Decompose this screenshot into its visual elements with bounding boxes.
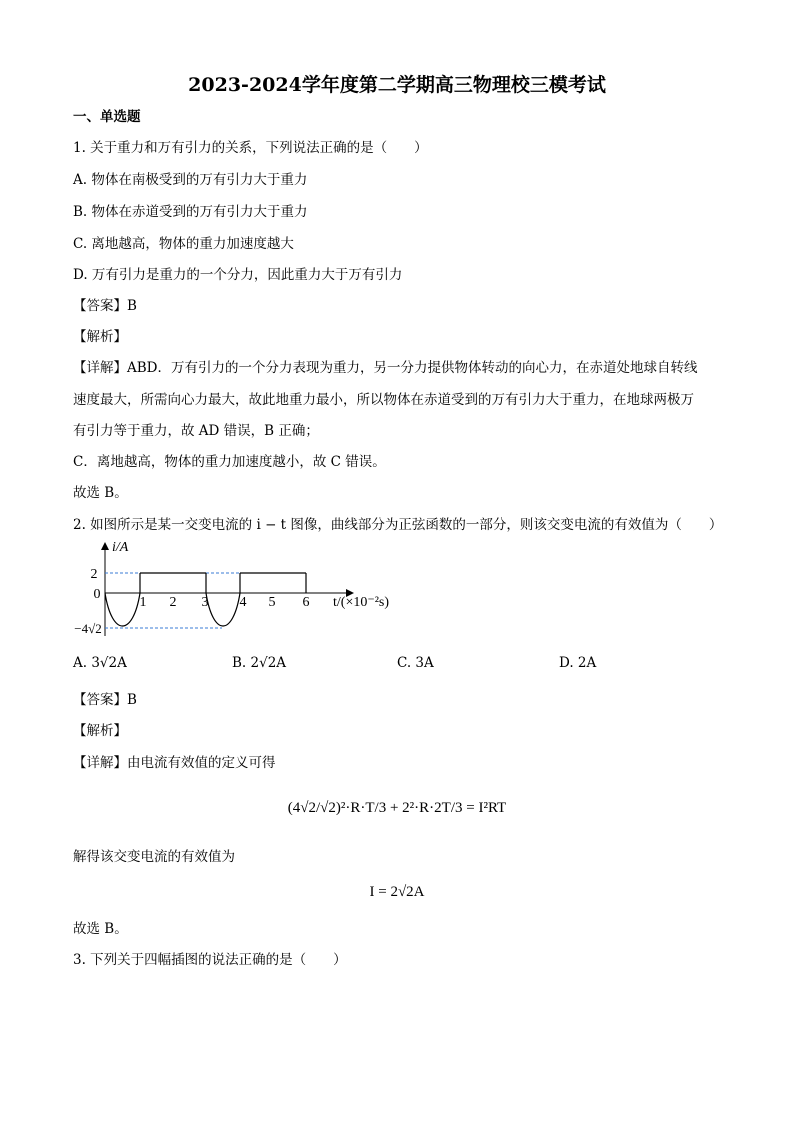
current-time-graph <box>70 538 410 638</box>
q1-stem: 1. 关于重力和万有引力的关系，下列说法正确的是（ ） <box>73 140 428 156</box>
q2-option-a: A. 3√2A <box>73 655 127 671</box>
q1-detail-4: C．离地越高，物体的重力加速度越小，故 C 错误。 <box>73 454 386 470</box>
q1-detail-2: 速度最大，所需向心力最大，故此地重力最小，所以物体在赤道受到的万有引力大于重力，在地球两极万 <box>73 392 694 408</box>
x-axis-label: t/(×10⁻²s) <box>333 595 390 610</box>
section-heading: 一、单选题 <box>73 109 141 125</box>
page-title: 2023-2024学年度第二学期高三物理校三模考试 <box>188 74 606 96</box>
x-tick-2: 2 <box>169 595 177 610</box>
q2-formula-2: I = 2√2A <box>369 884 425 900</box>
q2-option-d: D. 2A <box>559 655 597 671</box>
x-tick-6: 6 <box>302 595 310 610</box>
y-axis-label: i/A <box>112 540 129 555</box>
q2-detail-intro: 【详解】由电流有效值的定义可得 <box>73 755 276 771</box>
q2-answer: 【答案】B <box>73 692 137 708</box>
q1-analysis: 【解析】 <box>73 329 127 345</box>
q2-option-c: C. 3A <box>397 655 434 671</box>
q2-analysis: 【解析】 <box>73 723 127 739</box>
q2-option-b: B. 2√2A <box>232 655 287 671</box>
y-tick-2: 2 <box>90 567 98 582</box>
q1-detail-1: 【详解】ABD．万有引力的一个分力表现为重力，另一分力提供物体转动的向心力，在赤道处地球自转线 <box>73 360 698 376</box>
y-tick-neg: −4√2 <box>74 621 102 636</box>
x-tick-1: 1 <box>139 595 147 610</box>
q3-stem: 3. 下列关于四幅插图的说法正确的是（ ） <box>73 952 347 968</box>
q2-formula-1: (4√2/√2)²·R·T/3 + 2²·R·2T/3 = I²RT <box>287 800 507 816</box>
q1-option-c: C. 离地越高，物体的重力加速度越大 <box>73 236 294 252</box>
y-tick-0: 0 <box>93 587 101 602</box>
q2-conclusion: 故选 B。 <box>73 921 128 937</box>
q2-stem: 2. 如图所示是某一交变电流的 i − t 图像，曲线部分为正弦函数的一部分，则该交变电流的有效值为（ ） <box>73 517 723 533</box>
q1-answer: 【答案】B <box>73 298 137 314</box>
q2-mid-text: 解得该交变电流的有效值为 <box>73 849 235 865</box>
q1-detail-3: 有引力等于重力，故 AD 错误，B 正确； <box>73 423 319 439</box>
q1-conclusion: 故选 B。 <box>73 485 128 501</box>
q1-option-d: D. 万有引力是重力的一个分力，因此重力大于万有引力 <box>73 267 403 283</box>
q1-option-b: B. 物体在赤道受到的万有引力大于重力 <box>73 204 308 220</box>
q1-option-a: A. 物体在南极受到的万有引力大于重力 <box>73 172 308 188</box>
x-tick-5: 5 <box>268 595 276 610</box>
x-tick-3: 3 <box>201 595 209 610</box>
x-tick-4: 4 <box>239 595 247 610</box>
